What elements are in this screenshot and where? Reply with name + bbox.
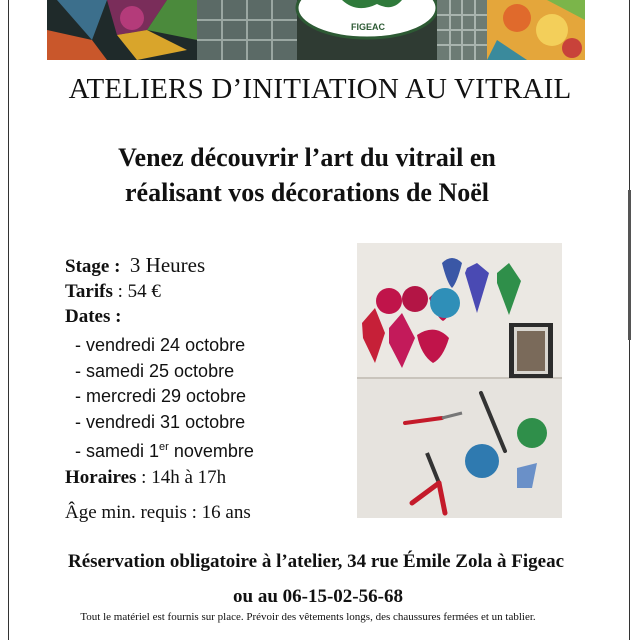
date-suffix: novembre bbox=[168, 441, 254, 461]
subtitle-line-2: réalisant vos décorations de Noël bbox=[125, 178, 489, 207]
dates-list bbox=[65, 333, 365, 465]
date-ordinal: er bbox=[159, 441, 169, 453]
stage-row bbox=[65, 253, 365, 279]
tarifs-row bbox=[65, 279, 365, 304]
horaires-row bbox=[65, 465, 365, 490]
stained-glass-banner bbox=[47, 0, 585, 60]
horaires-label: Horaires bbox=[65, 466, 137, 488]
date-item: - vendredi 24 octobre bbox=[75, 335, 246, 355]
tarifs-label: Tarifs bbox=[65, 281, 113, 302]
date-prefix: - samedi 1 bbox=[75, 441, 160, 461]
dates-row bbox=[65, 304, 365, 329]
reservation-info: Réservation obligatoire à l’atelier, 34 rue Émile Zola à Figeac bbox=[67, 551, 564, 572]
date-item bbox=[75, 435, 365, 465]
phone-number: ou au 06-15-02-56-68 bbox=[233, 586, 403, 607]
dates-label: Dates : bbox=[65, 306, 122, 327]
logo-text: FIGEAC bbox=[350, 22, 386, 32]
materials-note: Tout le matériel est fournis sur place. Prévoir des vêtements longs, des chaussures fermées et un tablier. bbox=[80, 611, 536, 623]
tarifs-value: : 54 € bbox=[117, 281, 161, 302]
scrollbar[interactable] bbox=[628, 190, 631, 340]
date-item: - mercredi 29 octobre bbox=[75, 386, 247, 406]
page-title: ATELIERS D’INITIATION AU VITRAIL bbox=[68, 73, 572, 105]
stage-label: Stage : bbox=[65, 256, 121, 277]
workshop-details bbox=[65, 253, 365, 525]
date-item: - vendredi 31 octobre bbox=[75, 411, 246, 432]
age-requirement: Âge min. requis : 16 ans bbox=[65, 501, 251, 523]
stage-value: 3 Heures bbox=[129, 253, 206, 277]
subtitle bbox=[0, 140, 614, 210]
date-item: - samedi 25 octobre bbox=[75, 360, 235, 381]
horaires-value: : 14h à 17h bbox=[141, 466, 227, 488]
workshop-photo bbox=[357, 243, 562, 518]
subtitle-line-1: Venez découvrir l’art du vitrail en bbox=[118, 143, 496, 172]
